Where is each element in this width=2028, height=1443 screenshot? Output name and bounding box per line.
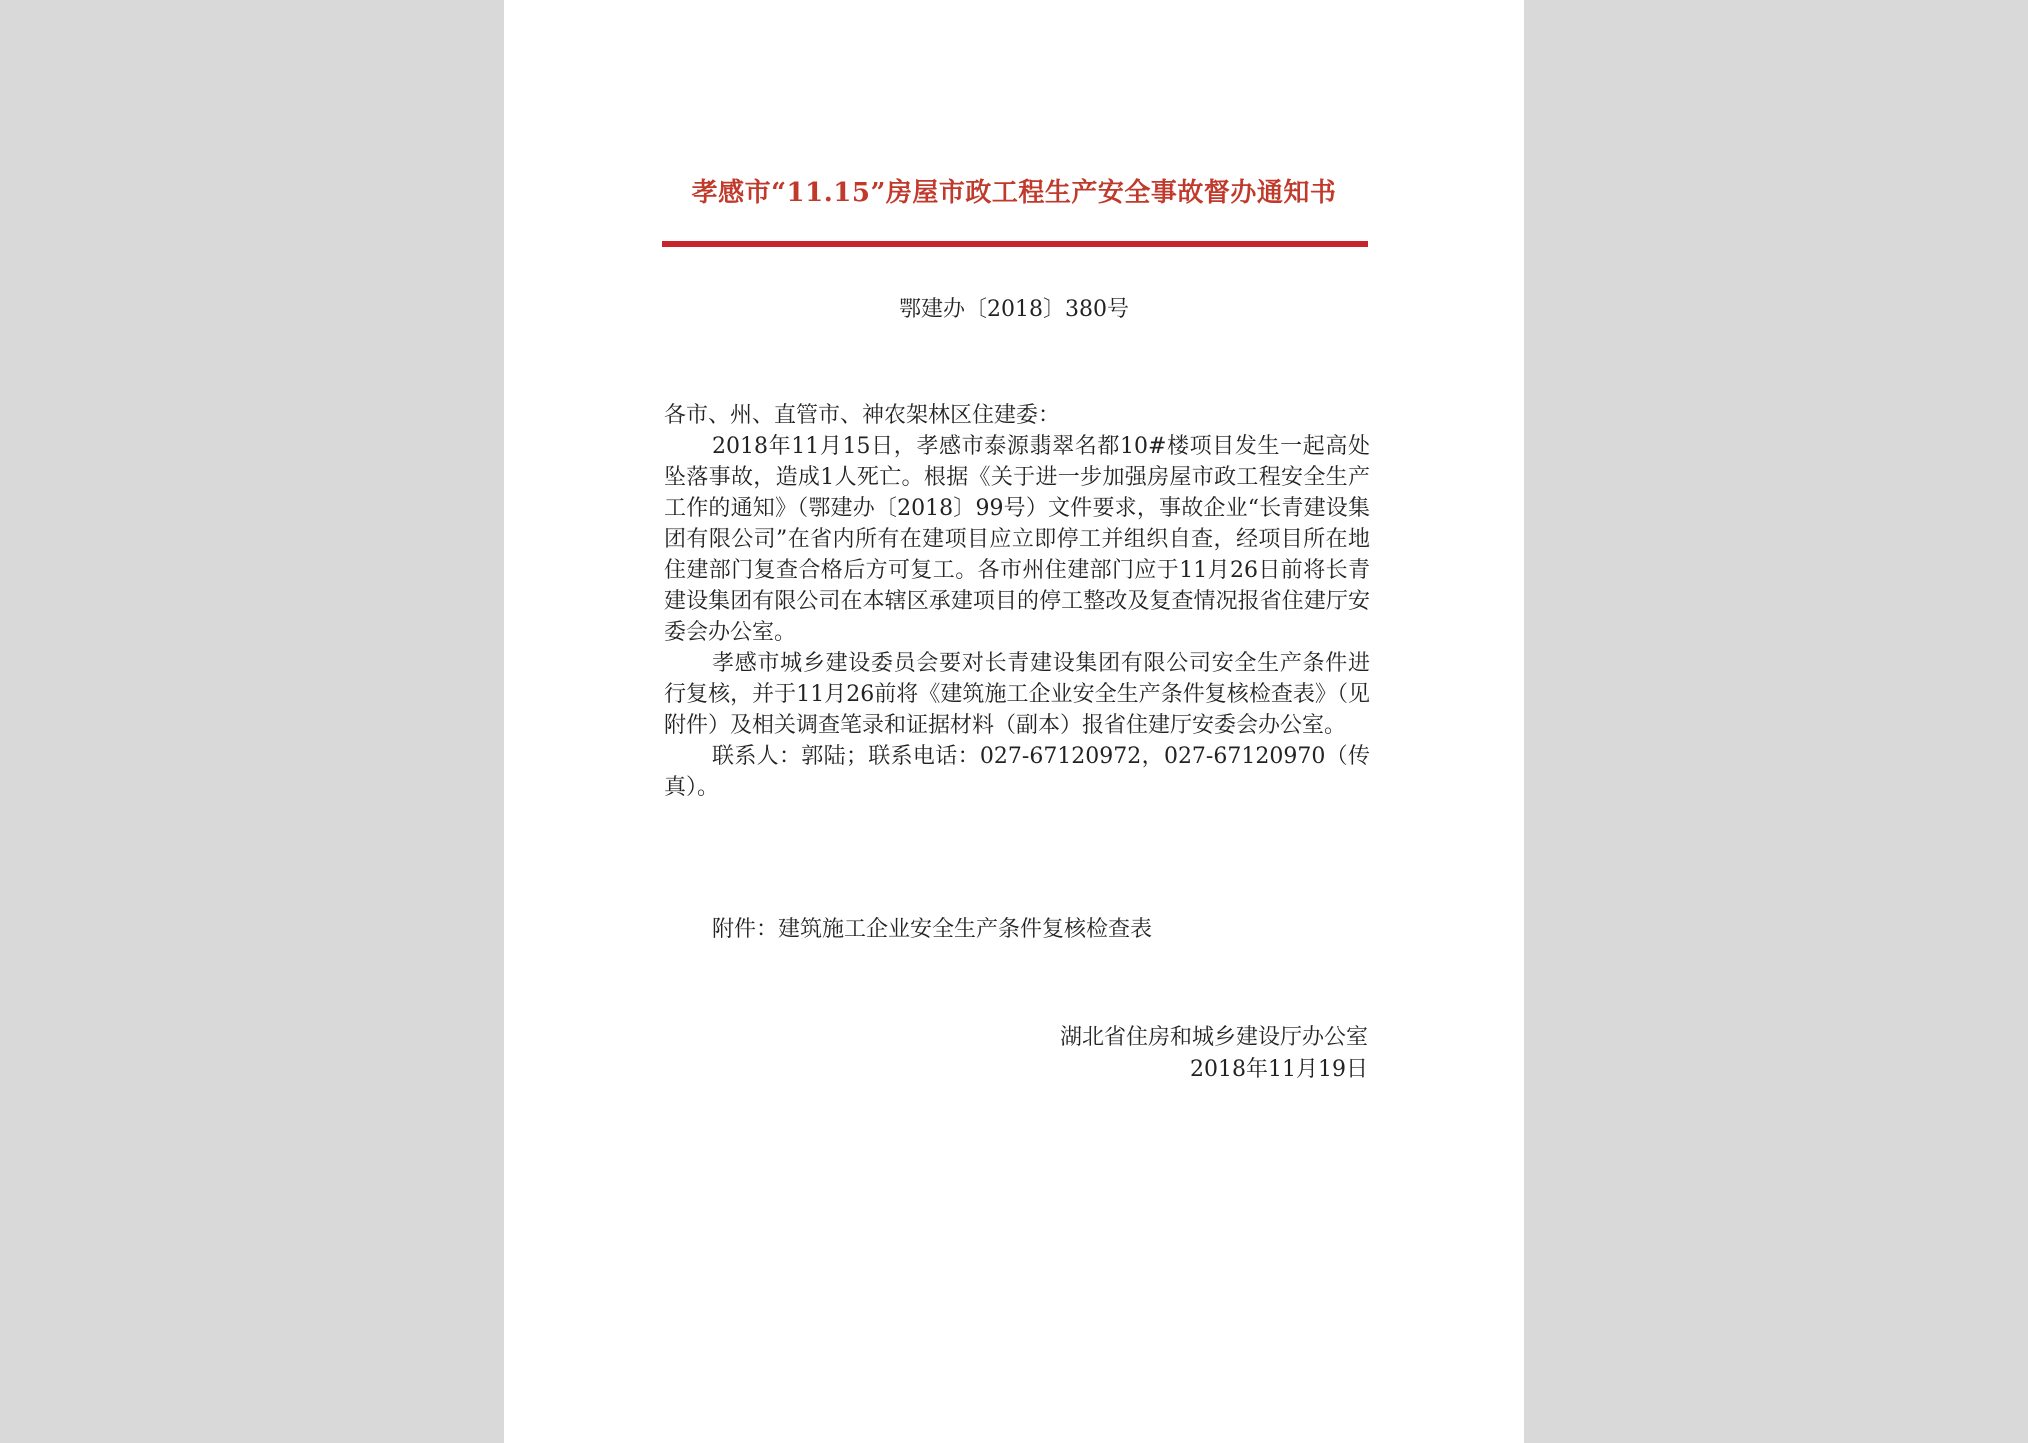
- signature-block: [1060, 1022, 1368, 1086]
- paragraph-3: 联系人：郭陆；联系电话：027-67120972，027-67120970（传真）。: [664, 744, 1370, 800]
- issue-date: 2018年11月19日: [1190, 1057, 1368, 1082]
- document-title: 孝感市“11.15”房屋市政工程生产安全事故督办通知书: [691, 178, 1337, 208]
- document-body: [664, 400, 1370, 803]
- red-header-rule: [662, 241, 1368, 247]
- paragraph-1: 2018年11月15日，孝感市泰源翡翠名都10#楼项目发生一起高处坠落事故，造成1人死亡。根据《关于进一步加强房屋市政工程安全生产工作的通知》（鄂建办〔2018〕99号）文件要求，事故企业“长青建设集团有限公司”在省内所有在建项目应立即停工并组织自查，经项目所在地住建部门复查合格后方可复工。各市州住建部门应于11月26日前将长青建设集团有限公司在本辖区承建项目的停工整改及复查情况报省住建厅安委会办公室。: [664, 434, 1370, 645]
- document-number: 鄂建办〔2018〕380号: [899, 297, 1129, 322]
- issuer: 湖北省住房和城乡建设厅办公室: [1059, 1025, 1368, 1050]
- salutation: 各市、州、直管市、神农架林区住建委：: [664, 403, 1061, 428]
- document-page: [504, 0, 1524, 1443]
- paragraph-2: 孝感市城乡建设委员会要对长青建设集团有限公司安全生产条件进行复核，并于11月26前将《建筑施工企业安全生产条件复核检查表》（见附件）及相关调查笔录和证据材料（副本）报省住建厅安委会办公室。: [664, 651, 1370, 738]
- attachment-line: 附件：建筑施工企业安全生产条件复核检查表: [712, 917, 1153, 942]
